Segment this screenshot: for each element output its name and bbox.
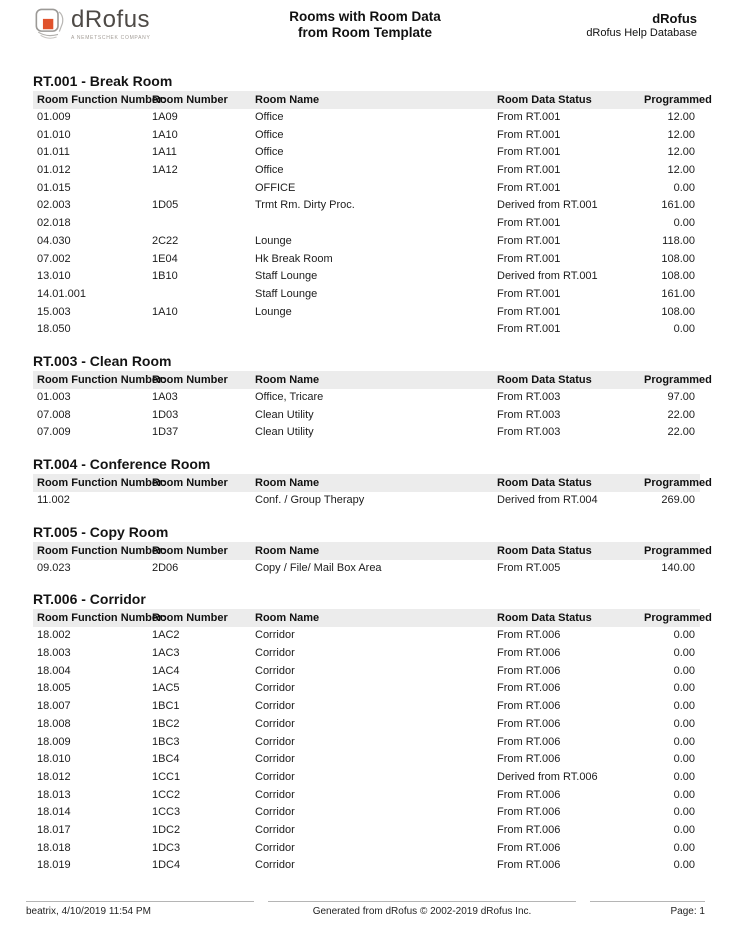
- room-name: OFFICE: [255, 181, 296, 194]
- programmed-value: 118.00: [662, 234, 695, 247]
- programmed-value: 0.00: [673, 788, 695, 801]
- table-row: [33, 215, 700, 233]
- programmed-value: 0.00: [673, 823, 695, 836]
- room-number: 1A03: [152, 390, 178, 403]
- room-data-status: Derived from RT.006: [497, 770, 598, 783]
- room-data-status: From RT.001: [497, 181, 561, 194]
- programmed-value: 108.00: [661, 252, 695, 265]
- table-row: [33, 560, 700, 578]
- room-function-number: 07.002: [37, 252, 71, 265]
- room-data-status: From RT.003: [497, 408, 561, 421]
- room-function-number: 14.01.001: [37, 287, 86, 300]
- room-name: Corridor: [255, 700, 295, 713]
- room-name: Corridor: [255, 841, 295, 854]
- column-header: Programmed: [644, 477, 712, 489]
- table-row: [33, 680, 700, 698]
- room-number: 1BC4: [152, 753, 180, 766]
- table-row: [33, 787, 700, 805]
- programmed-value: 0.00: [673, 664, 695, 677]
- table-row: [33, 424, 700, 442]
- column-header: Room Function Number:: [37, 612, 166, 625]
- room-function-number: 18.014: [37, 806, 71, 819]
- table-row: [33, 840, 700, 858]
- room-data-status: From RT.003: [497, 426, 561, 439]
- room-function-number: 18.008: [37, 717, 71, 730]
- room-name: [255, 215, 497, 233]
- room-number: 1A10: [152, 305, 178, 318]
- room-data-status: From RT.006: [497, 788, 561, 801]
- room-data-status: From RT.001: [497, 128, 561, 141]
- programmed-value: 12.00: [667, 128, 695, 141]
- programmed-value: 108.00: [661, 305, 695, 318]
- column-header: Programmed: [644, 94, 712, 106]
- room-function-number: 02.018: [37, 217, 71, 230]
- report-title-line1: Rooms with Room Data: [289, 9, 441, 24]
- room-data-status: From RT.006: [497, 717, 561, 730]
- table-row: [33, 109, 700, 127]
- programmed-value: 0.00: [673, 700, 695, 713]
- column-header: Room Data Status: [497, 373, 592, 386]
- table-header-row: [33, 542, 712, 560]
- room-number: 1BC1: [152, 700, 180, 713]
- room-data-status: From RT.001: [497, 323, 561, 336]
- room-function-number: 01.009: [37, 111, 71, 123]
- column-header: Room Number: [152, 544, 228, 557]
- room-template-section: [33, 591, 712, 875]
- room-function-number: 18.002: [37, 629, 71, 642]
- room-name: Corridor: [255, 717, 295, 730]
- column-header: Room Name: [255, 477, 320, 489]
- room-number: [152, 215, 255, 233]
- table-row: [33, 268, 700, 286]
- room-number: [152, 286, 255, 304]
- database-name: dRofus Help Database: [586, 27, 697, 39]
- room-template-section: [33, 352, 712, 442]
- room-data-status: From RT.001: [497, 287, 561, 300]
- report-body: [33, 73, 712, 875]
- room-data-status: From RT.006: [497, 859, 561, 872]
- room-number: 1D03: [152, 408, 179, 421]
- room-number: 2C22: [152, 234, 179, 247]
- column-header: Room Number: [152, 477, 228, 489]
- room-number: 1A11: [152, 146, 177, 159]
- table-row: [33, 251, 700, 269]
- programmed-value: 0.00: [673, 770, 695, 783]
- room-data-status: From RT.006: [497, 682, 561, 695]
- room-function-number: 01.012: [37, 164, 71, 177]
- room-data-status: From RT.001: [497, 252, 561, 265]
- room-number: 1BC2: [152, 717, 180, 730]
- room-number: 1CC1: [152, 770, 181, 783]
- programmed-value: 12.00: [667, 164, 695, 177]
- room-number: 1DC2: [152, 823, 181, 836]
- programmed-value: 0.00: [673, 753, 695, 766]
- column-header: Room Data Status: [497, 94, 592, 106]
- room-name: Hk Break Room: [255, 252, 333, 265]
- column-header: Room Function Number:: [37, 94, 166, 106]
- programmed-value: 0.00: [673, 647, 695, 660]
- room-number: 1AC4: [152, 664, 180, 677]
- column-header: Programmed: [644, 544, 712, 557]
- room-function-number: 01.010: [37, 128, 71, 141]
- room-name: [255, 321, 497, 339]
- room-name: Conf. / Group Therapy: [255, 494, 365, 506]
- room-name: Office: [255, 146, 284, 159]
- room-function-number: 18.009: [37, 735, 71, 748]
- room-name: Office, Tricare: [255, 390, 324, 403]
- room-name: Corridor: [255, 735, 295, 748]
- room-number: 1CC3: [152, 806, 181, 819]
- table-body: [33, 109, 700, 339]
- table-row: [33, 716, 700, 734]
- programmed-value: 269.00: [661, 494, 695, 506]
- room-function-number: 18.010: [37, 753, 71, 766]
- table-row: [33, 162, 700, 180]
- column-header: Programmed: [644, 373, 712, 386]
- room-data-status: From RT.001: [497, 146, 561, 159]
- room-data-status: From RT.001: [497, 217, 561, 230]
- room-function-number: 02.003: [37, 199, 71, 212]
- room-name: Office: [255, 111, 284, 123]
- logo-tagline: A NEMETSCHEK COMPANY: [71, 35, 151, 41]
- table-row: [33, 233, 700, 251]
- programmed-value: 22.00: [667, 426, 695, 439]
- table-header-row: [33, 609, 712, 627]
- room-name: Copy / File/ Mail Box Area: [255, 561, 382, 574]
- table-header-row: [33, 371, 712, 389]
- report-header: [0, 0, 730, 66]
- room-name: Corridor: [255, 806, 295, 819]
- room-data-status: From RT.001: [497, 164, 561, 177]
- column-header: Programmed: [644, 612, 712, 625]
- room-number: 1B10: [152, 270, 178, 283]
- programmed-value: 140.00: [661, 561, 695, 574]
- programmed-value: 161.00: [661, 287, 695, 300]
- programmed-value: 12.00: [667, 146, 695, 159]
- room-function-number: 01.015: [37, 181, 71, 194]
- table-row: [33, 698, 700, 716]
- column-header: Room Function Number:: [37, 373, 166, 386]
- room-template-section: [33, 456, 712, 510]
- room-data-status: From RT.001: [497, 234, 561, 247]
- room-data-status: From RT.006: [497, 700, 561, 713]
- table-row: [33, 804, 700, 822]
- table-row: [33, 857, 700, 875]
- room-name: Corridor: [255, 823, 295, 836]
- header-right-block: [586, 11, 697, 40]
- column-header: Room Number: [152, 373, 228, 386]
- section-title: RT.006 - Corridor: [33, 591, 146, 608]
- table-header-row: [33, 91, 712, 109]
- table-row: [33, 304, 700, 322]
- room-function-number: 15.003: [37, 305, 71, 318]
- table-body: [33, 492, 700, 510]
- room-data-status: From RT.001: [497, 111, 561, 123]
- room-function-number: 09.023: [37, 561, 71, 574]
- room-data-status: Derived from RT.004: [497, 494, 598, 506]
- room-data-status: From RT.006: [497, 664, 561, 677]
- room-number: 1D05: [152, 199, 179, 212]
- room-name: Corridor: [255, 647, 295, 660]
- room-function-number: 18.017: [37, 823, 71, 836]
- room-data-status: From RT.006: [497, 647, 561, 660]
- table-row: [33, 127, 700, 145]
- room-function-number: 13.010: [37, 270, 71, 283]
- room-function-number: 11.002: [37, 494, 70, 506]
- room-function-number: 01.011: [37, 146, 70, 159]
- column-header: Room Number: [152, 612, 228, 625]
- footer-user-timestamp: beatrix, 4/10/2019 11:54 PM: [26, 901, 254, 917]
- table-row: [33, 492, 700, 510]
- table-row: [33, 734, 700, 752]
- programmed-value: 0.00: [673, 217, 695, 230]
- column-header: Room Data Status: [497, 544, 592, 557]
- room-function-number: 18.004: [37, 664, 71, 677]
- room-name: Office: [255, 164, 284, 177]
- table-body: [33, 560, 700, 578]
- room-number: 1A10: [152, 128, 178, 141]
- programmed-value: 0.00: [673, 629, 695, 642]
- room-data-status: From RT.006: [497, 823, 561, 836]
- room-name: Corridor: [255, 753, 295, 766]
- room-data-status: From RT.006: [497, 806, 561, 819]
- section-title: RT.003 - Clean Room: [33, 352, 172, 369]
- logo-brand: dRofus: [71, 6, 151, 33]
- table-row: [33, 645, 700, 663]
- section-title: RT.001 - Break Room: [33, 73, 173, 89]
- table-row: [33, 822, 700, 840]
- table-row: [33, 751, 700, 769]
- room-number: 1AC3: [152, 647, 180, 660]
- room-name: Office: [255, 128, 284, 141]
- programmed-value: 0.00: [673, 323, 695, 336]
- room-template-section: [33, 523, 712, 578]
- room-function-number: 07.009: [37, 426, 71, 439]
- table-row: [33, 321, 700, 339]
- table-row: [33, 407, 700, 425]
- programmed-value: 0.00: [673, 841, 695, 854]
- room-number: 1A09: [152, 111, 178, 123]
- column-header: Room Data Status: [497, 477, 592, 489]
- programmed-value: 0.00: [673, 717, 695, 730]
- room-data-status: From RT.006: [497, 753, 561, 766]
- programmed-value: 0.00: [673, 859, 695, 872]
- room-data-status: From RT.006: [497, 629, 561, 642]
- footer-page-number: Page: 1: [590, 901, 705, 917]
- room-data-status: Derived from RT.001: [497, 199, 598, 212]
- table-row: [33, 197, 700, 215]
- room-data-status: From RT.001: [497, 305, 561, 318]
- column-header: Room Function Number:: [37, 477, 166, 489]
- column-header: Room Name: [255, 544, 320, 557]
- room-number: 1DC4: [152, 859, 181, 872]
- column-header: Room Data Status: [497, 612, 592, 625]
- room-number: 1E04: [152, 252, 178, 265]
- table-row: [33, 769, 700, 787]
- table-body: [33, 389, 700, 442]
- room-name: Corridor: [255, 859, 295, 872]
- room-function-number: 04.030: [37, 234, 71, 247]
- room-function-number: 07.008: [37, 408, 71, 421]
- room-function-number: 18.013: [37, 788, 71, 801]
- database-brand: dRofus: [652, 11, 697, 26]
- footer-generated-note: Generated from dRofus © 2002-2019 dRofus Inc.: [268, 901, 576, 917]
- room-number: 1BC3: [152, 735, 180, 748]
- room-data-status: From RT.003: [497, 390, 561, 403]
- room-name: Corridor: [255, 682, 295, 695]
- room-data-status: From RT.006: [497, 735, 561, 748]
- room-function-number: 18.007: [37, 700, 71, 713]
- table-header-row: [33, 474, 712, 492]
- room-number: 1D37: [152, 426, 179, 439]
- room-function-number: 18.005: [37, 682, 71, 695]
- programmed-value: 0.00: [673, 181, 695, 194]
- room-name: Lounge: [255, 234, 292, 247]
- report-footer: [26, 901, 705, 917]
- column-header: Room Function Number:: [37, 544, 166, 557]
- programmed-value: 0.00: [673, 806, 695, 819]
- section-title: RT.005 - Copy Room: [33, 523, 169, 540]
- room-name: Corridor: [255, 770, 295, 783]
- column-header: Room Name: [255, 373, 320, 386]
- table-row: [33, 144, 700, 162]
- table-body: [33, 627, 700, 875]
- room-name: Lounge: [255, 305, 292, 318]
- room-data-status: Derived from RT.001: [497, 270, 598, 283]
- report-title-line2: from Room Template: [297, 24, 432, 40]
- room-number: 1AC5: [152, 682, 180, 695]
- room-name: Staff Lounge: [255, 287, 318, 300]
- room-function-number: 18.018: [37, 841, 71, 854]
- room-name: Clean Utility: [255, 426, 314, 439]
- table-row: [33, 627, 700, 645]
- room-name: Corridor: [255, 788, 295, 801]
- table-row: [33, 663, 700, 681]
- section-title: RT.004 - Conference Room: [33, 456, 211, 472]
- room-name: Clean Utility: [255, 408, 314, 421]
- room-template-section: [33, 73, 712, 339]
- room-number: [152, 180, 255, 198]
- room-data-status: From RT.006: [497, 841, 561, 854]
- programmed-value: 97.00: [667, 390, 695, 403]
- room-data-status: From RT.005: [497, 561, 561, 574]
- room-name: Staff Lounge: [255, 270, 318, 283]
- programmed-value: 12.00: [667, 111, 695, 123]
- room-number: [152, 321, 255, 339]
- room-function-number: 18.050: [37, 323, 71, 336]
- table-row: [33, 389, 700, 407]
- room-function-number: 18.019: [37, 859, 71, 872]
- room-function-number: 01.003: [37, 390, 71, 403]
- room-function-number: 18.012: [37, 770, 71, 783]
- room-number: 1AC2: [152, 629, 180, 642]
- programmed-value: 0.00: [673, 682, 695, 695]
- table-row: [33, 180, 700, 198]
- room-name: Trmt Rm. Dirty Proc.: [255, 199, 355, 212]
- room-name: Corridor: [255, 629, 295, 642]
- room-name: Corridor: [255, 664, 295, 677]
- table-row: [33, 286, 700, 304]
- column-header: Room Name: [255, 612, 320, 625]
- column-header: Room Number: [152, 94, 228, 106]
- room-number: 2D06: [152, 561, 179, 574]
- programmed-value: 0.00: [673, 735, 695, 748]
- room-number: 1CC2: [152, 788, 181, 801]
- room-number: 1DC3: [152, 841, 181, 854]
- room-function-number: 18.003: [37, 647, 71, 660]
- programmed-value: 108.00: [661, 270, 695, 283]
- room-number: [152, 492, 255, 510]
- programmed-value: 161.00: [661, 199, 695, 212]
- programmed-value: 22.00: [667, 408, 695, 421]
- column-header: Room Name: [255, 94, 320, 106]
- room-number: 1A12: [152, 164, 178, 177]
